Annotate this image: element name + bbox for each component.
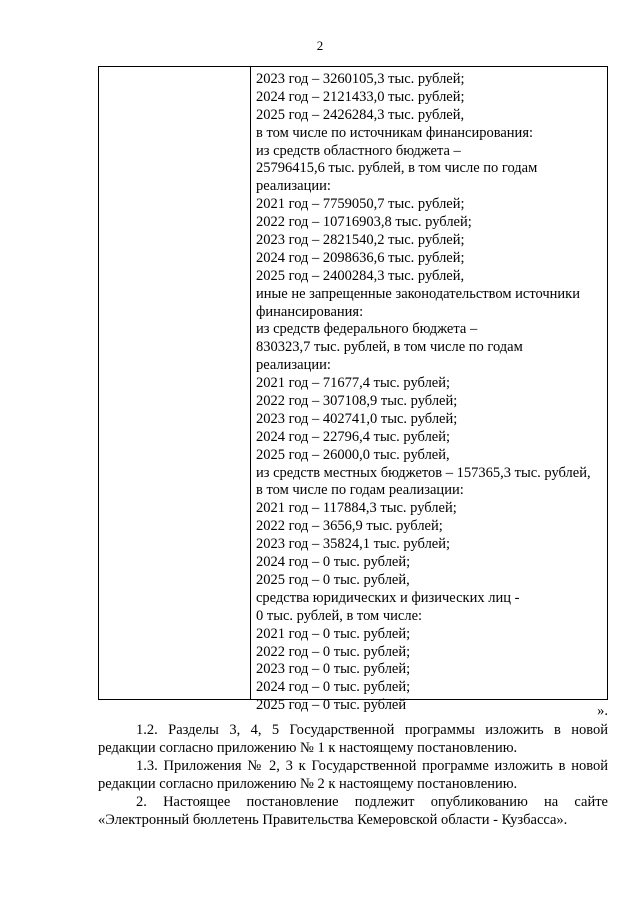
table-line: 2024 год – 0 тыс. рублей;: [256, 554, 411, 571]
table-right-cell: [256, 71, 606, 715]
table-line: 25796415,6 тыс. рублей, в том числе по годам: [256, 160, 538, 177]
table-line: из средств областного бюджета –: [256, 142, 461, 159]
table-line: 2022 год – 307108,9 тыс. рублей;: [256, 393, 458, 410]
table-line: иные не запрещенные законодательством источники: [256, 285, 580, 302]
paragraph-1-2: 1.2. Разделы 3, 4, 5 Государственной программы изложить в новой редакции согласно приложению № 1 к настоящему постановлению.: [98, 722, 608, 756]
table-line: 2023 год – 35824,1 тыс. рублей;: [256, 536, 451, 553]
table-line: реализации:: [256, 178, 331, 195]
table-line: 2024 год – 2098636,6 тыс. рублей;: [256, 249, 465, 266]
table-line: 2024 год – 22796,4 тыс. рублей;: [256, 428, 451, 445]
table-line: 2021 год – 117884,3 тыс. рублей;: [256, 500, 457, 517]
table-line: 2025 год – 0 тыс. рублей,: [256, 571, 410, 588]
table-line: 2023 год – 2821540,2 тыс. рублей;: [256, 232, 465, 249]
table-line: в том числе по годам реализации:: [256, 482, 464, 499]
table-line: 2021 год – 71677,4 тыс. рублей;: [256, 375, 451, 392]
table-line: 2025 год – 2400284,3 тыс. рублей,: [256, 267, 465, 284]
table-line: 2023 год – 3260105,3 тыс. рублей;: [256, 71, 465, 87]
table-line: из средств местных бюджетов – 157365,3 тыс. рублей,: [256, 464, 591, 481]
page-number: 2: [316, 38, 324, 53]
table-line: 0 тыс. рублей, в том числе:: [256, 607, 423, 624]
table-line: в том числе по источникам финансирования:: [256, 124, 534, 141]
table-line: 2022 год – 0 тыс. рублей;: [256, 643, 411, 660]
table-line: средства юридических и физических лиц -: [256, 589, 520, 606]
table-line: 830323,7 тыс. рублей, в том числе по годам: [256, 339, 523, 356]
closing-quote: ».: [597, 703, 608, 719]
table-line: 2022 год – 10716903,8 тыс. рублей;: [256, 214, 472, 231]
table-line: 2024 год – 0 тыс. рублей;: [256, 679, 411, 696]
budget-table: [98, 66, 608, 714]
table-line: из средств федерального бюджета –: [256, 321, 478, 338]
table-line: 2021 год – 7759050,7 тыс. рублей;: [256, 196, 465, 213]
table-line: реализации:: [256, 357, 331, 374]
paragraph-2: 2. Настоящее постановление подлежит опубликованию на сайте «Электронный бюллетень Правительства Кемеровской области - Кузбасса».: [98, 794, 608, 828]
table-line: 2023 год – 402741,0 тыс. рублей;: [256, 410, 458, 427]
paragraph-1-3: 1.3. Приложения № 2, 3 к Государственной программе изложить в новой редакции согласно приложению № 2 к настоящему постановлению.: [98, 758, 608, 792]
table-line: 2023 год – 0 тыс. рублей;: [256, 661, 411, 678]
table-line: финансирования:: [256, 303, 364, 320]
table-line: 2025 год – 2426284,3 тыс. рублей,: [256, 106, 465, 123]
table-line: 2025 год – 0 тыс. рублей: [256, 697, 407, 714]
table-line: 2021 год – 0 тыс. рублей;: [256, 625, 411, 642]
table-line: 2022 год – 3656,9 тыс. рублей;: [256, 518, 443, 535]
body-text: [98, 721, 608, 829]
table-line: 2024 год – 2121433,0 тыс. рублей;: [256, 88, 465, 105]
table-line: 2025 год – 26000,0 тыс. рублей,: [256, 446, 450, 463]
table-left-cell: [99, 67, 251, 699]
